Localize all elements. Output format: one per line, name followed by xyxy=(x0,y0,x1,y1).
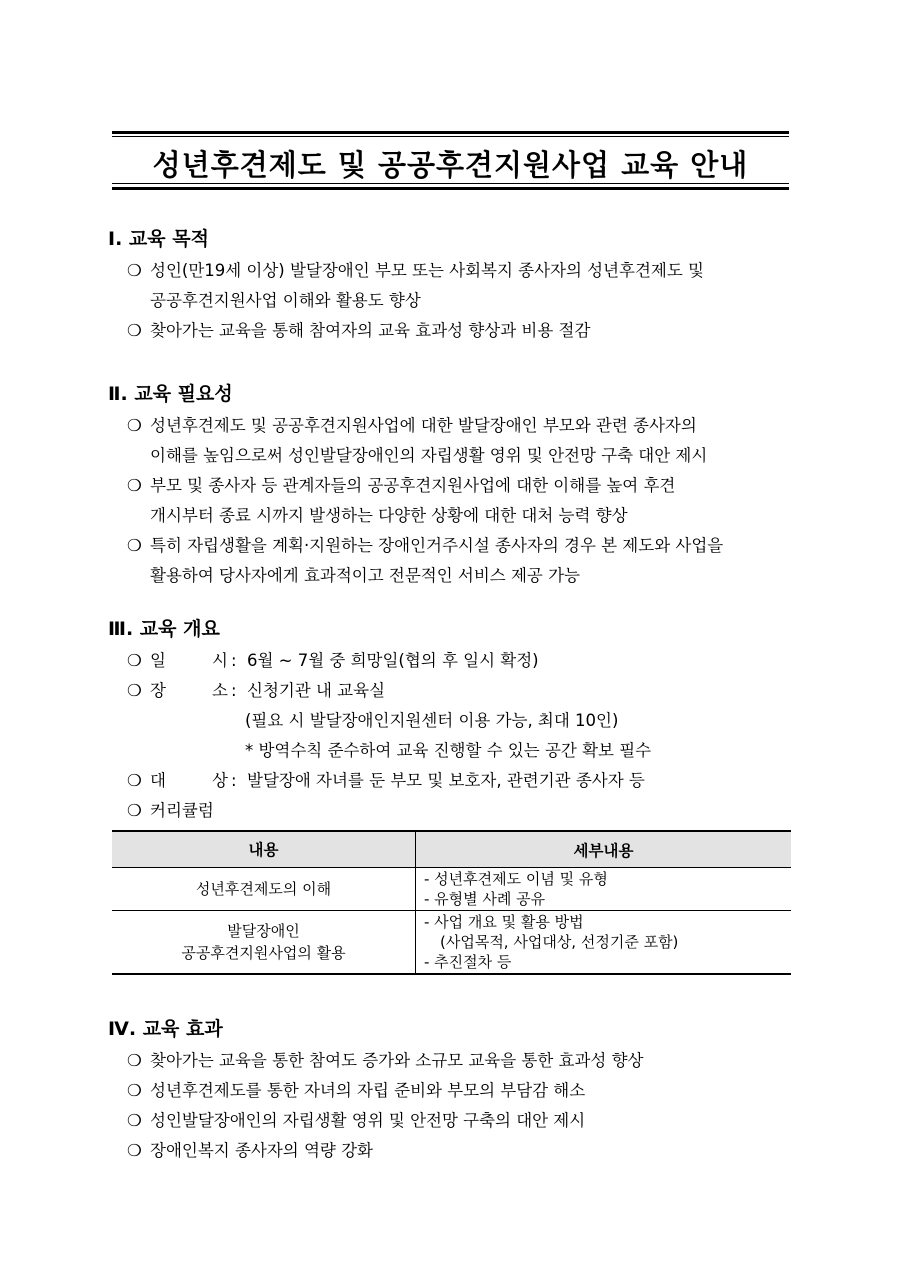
list-item xyxy=(108,316,798,346)
label-char: 상 xyxy=(212,771,228,790)
detail-line: - 유형별 사례 공유 xyxy=(424,890,546,908)
table-row xyxy=(112,868,791,911)
table-cell-content xyxy=(112,911,416,975)
cell-text: 성년후견제도의 이해 xyxy=(195,880,332,898)
list-item-text: 찾아가는 교육을 통한 참여도 증가와 소규모 교육을 통한 효과성 향상 xyxy=(150,1051,644,1070)
list-item-text: 이해를 높임으로써 성인발달장애인의 자립생활 영위 및 안전망 구축 대안 제시 xyxy=(150,446,708,465)
title-block xyxy=(112,131,789,190)
label-char: 일 xyxy=(150,651,166,670)
section-overview xyxy=(108,612,798,826)
label-char: 장 xyxy=(150,681,166,700)
section-purpose xyxy=(108,222,798,346)
list-item xyxy=(108,411,798,471)
overview-curriculum-row xyxy=(108,796,798,826)
section-heading: Ⅳ. 교육 효과 xyxy=(108,1018,223,1040)
curriculum-label: 커리큘럼 xyxy=(150,801,214,820)
list-item xyxy=(108,1136,798,1166)
label-char: 소 xyxy=(212,681,228,700)
title-top-rule-thin xyxy=(112,136,789,137)
table-row xyxy=(112,911,791,975)
bullet-circle-icon: ❍ xyxy=(127,1141,142,1160)
bullet-circle-icon: ❍ xyxy=(127,771,142,790)
title-bottom-rule-thick xyxy=(112,187,789,190)
overview-target-value: 발달장애 자녀를 둔 부모 및 보호자, 관련기관 종사자 등 xyxy=(247,771,645,790)
overview-label xyxy=(150,676,228,706)
list-item-text: 성인발달장애인의 자립생활 영위 및 안전망 구축의 대안 제시 xyxy=(150,1111,586,1130)
bullet-circle-icon: ❍ xyxy=(127,476,142,495)
list-item-text: 개시부터 종료 시까지 발생하는 다양한 상황에 대한 대처 능력 향상 xyxy=(150,506,628,525)
detail-line: - 사업 개요 및 활용 방법 xyxy=(424,913,584,931)
section-heading: Ⅰ. 교육 목적 xyxy=(108,228,209,250)
list-item-text: 성년후견제도를 통한 자녀의 자립 준비와 부모의 부담감 해소 xyxy=(150,1081,586,1100)
list-item-text: 찾아가는 교육을 통해 참여자의 교육 효과성 향상과 비용 절감 xyxy=(150,321,591,340)
bullet-circle-icon: ❍ xyxy=(127,1081,142,1100)
overview-place-value: 신청기관 내 교육실 xyxy=(247,681,386,700)
list-item-text: 특히 자립생활을 계획·지원하는 장애인거주시설 종사자의 경우 본 제도와 사업을 xyxy=(150,536,724,555)
overview-date-value: 6월 ~ 7월 중 희망일(협의 후 일시 확정) xyxy=(247,651,539,670)
table-cell-details xyxy=(416,868,792,911)
detail-line: - 추진절차 등 xyxy=(424,953,512,971)
place-note-capacity: (필요 시 발달장애인지원센터 이용 가능, 최대 10인) xyxy=(245,711,619,730)
bullet-circle-icon: ❍ xyxy=(127,536,142,555)
table-header-row xyxy=(112,831,791,868)
section-necessity xyxy=(108,377,798,591)
list-item-text: 성인(만19세 이상) 발달장애인 부모 또는 사회복지 종사자의 성년후견제도 및 xyxy=(150,261,704,280)
bullet-circle-icon: ❍ xyxy=(127,801,142,820)
list-item xyxy=(108,1046,798,1076)
bullet-circle-icon: ❍ xyxy=(127,416,142,435)
column-header-details: 세부내용 xyxy=(416,831,792,868)
detail-line: (사업목적, 사업대상, 선정기준 포함) xyxy=(440,933,679,951)
overview-place-note xyxy=(108,736,798,766)
section-heading: Ⅲ. 교육 개요 xyxy=(108,618,220,640)
colon: : xyxy=(231,651,237,670)
overview-label xyxy=(150,766,228,796)
list-item-text: 활용하여 당사자에게 효과적이고 전문적인 서비스 제공 가능 xyxy=(150,566,580,585)
bullet-circle-icon: ❍ xyxy=(127,321,142,340)
bullet-circle-icon: ❍ xyxy=(127,261,142,280)
colon: : xyxy=(231,771,237,790)
list-item xyxy=(108,471,798,531)
table-cell-content xyxy=(112,868,416,911)
overview-place-note xyxy=(108,706,798,736)
list-item xyxy=(108,1106,798,1136)
title-top-rule-thick xyxy=(112,131,789,134)
detail-line: - 성년후견제도 이념 및 유형 xyxy=(424,870,608,888)
title-bottom-rule-thin xyxy=(112,183,789,184)
cell-text: 공공후견지원사업의 활용 xyxy=(181,944,346,962)
curriculum-table xyxy=(112,830,791,975)
table-cell-details xyxy=(416,911,792,975)
bullet-circle-icon: ❍ xyxy=(127,651,142,670)
document-title: 성년후견제도 및 공공후견지원사업 교육 안내 xyxy=(152,148,749,182)
section-effect xyxy=(108,1012,798,1166)
section-heading: Ⅱ. 교육 필요성 xyxy=(108,383,233,405)
bullet-circle-icon: ❍ xyxy=(127,681,142,700)
list-item xyxy=(108,531,798,591)
list-item xyxy=(108,1076,798,1106)
column-header-content: 내용 xyxy=(112,831,416,868)
list-item-text: 장애인복지 종사자의 역량 강화 xyxy=(150,1141,373,1160)
cell-text: 발달장애인 xyxy=(227,922,300,940)
overview-target-row xyxy=(108,766,798,796)
list-item xyxy=(108,256,798,316)
list-item-text: 공공후견지원사업 이해와 활용도 향상 xyxy=(150,291,421,310)
label-char: 대 xyxy=(150,771,166,790)
bullet-circle-icon: ❍ xyxy=(127,1111,142,1130)
label-char: 시 xyxy=(212,651,228,670)
overview-date-row xyxy=(108,646,798,676)
list-item-text: 성년후견제도 및 공공후견지원사업에 대한 발달장애인 부모와 관련 종사자의 xyxy=(150,416,697,435)
place-note-quarantine: * 방역수칙 준수하여 교육 진행할 수 있는 공간 확보 필수 xyxy=(245,741,652,760)
bullet-circle-icon: ❍ xyxy=(127,1051,142,1070)
colon: : xyxy=(231,681,237,700)
overview-place-row xyxy=(108,676,798,706)
list-item-text: 부모 및 종사자 등 관계자들의 공공후견지원사업에 대한 이해를 높여 후견 xyxy=(150,476,676,495)
overview-label xyxy=(150,646,228,676)
